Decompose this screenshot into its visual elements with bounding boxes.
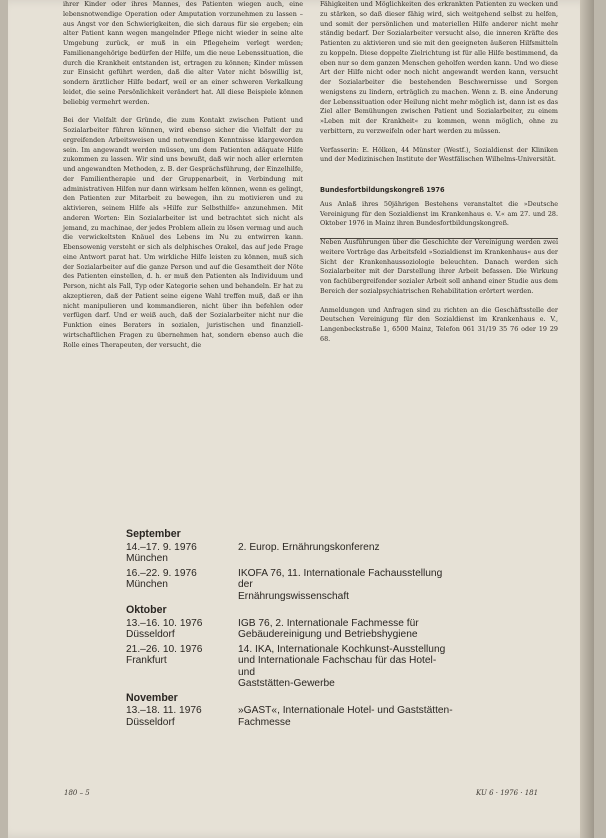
section-title: Bundesfortbildungskongreß 1976 bbox=[320, 186, 445, 194]
event-title: 2. Europ. Ernährungskonferenz bbox=[238, 541, 380, 553]
event-row bbox=[126, 618, 456, 641]
event-date: 13.–16. 10. 1976 bbox=[126, 617, 203, 629]
section-divider bbox=[320, 238, 558, 239]
month-heading: November bbox=[126, 691, 178, 704]
event-title-cont: Fachmesse bbox=[238, 716, 291, 728]
event-title: »GAST«, Internationale Hotel- und Gaststätten- bbox=[238, 705, 453, 716]
event-date: 13.–18. 11. 1976 bbox=[126, 705, 202, 716]
event-row bbox=[126, 644, 456, 690]
event-city: Düsseldorf bbox=[126, 716, 175, 728]
event-city: Frankfurt bbox=[126, 655, 167, 666]
event-title-cont: Gaststätten-Gewerbe bbox=[238, 678, 335, 689]
left-text-column bbox=[63, 0, 303, 359]
event-city: Düsseldorf bbox=[126, 629, 175, 640]
right-paragraph: Fähigkeiten und Möglichkeiten des erkrankten Patienten zu wecken und zu stärken, so daß dieser fähig wird, sich weitgehend selbst zu helfen, und somit der persönlichen und materiellen Hilfe anderer nicht mehr ständig bedarf. Der Sozialarbeiter versucht also, die inneren Kräfte des Patienten zu aktivieren und sie mit den geeigneten äußeren Hilfsmitteln zu koppeln. Diese doppelte Zielrichtung ist für alle Hilfe bestimmend, da eben nur so dem ganzen Menschen geholfen werden kann. Und wo diese Art der Hilfe nicht oder noch nicht angewandt werden kann, versucht der Sozialarbeiter die bestehenden Beschwernisse und Sorgen wenigstens zu lindern, erträglich zu machen. Wenn z. B. eine Änderung der Lebenssituation oder Heilung nicht mehr möglich ist, dann ist es das Ziel aller Bemühungen zwischen Patient und Sozialarbeiter, zu einem »Leben mit der Krankheit« zu kommen, wenn möglich, ohne zu verbittern, zu verzweifeln oder hart werden zu müssen. bbox=[320, 0, 558, 135]
event-title-cont: Ernährungswissenschaft bbox=[238, 590, 349, 602]
event-title-cont: Gebäudereinigung und Betriebshygiene bbox=[238, 629, 418, 640]
event-date: 16.–22. 9. 1976 bbox=[126, 567, 197, 579]
left-paragraph: Bei der Vielfalt der Gründe, die zum Kontakt zwischen Patient und Sozialarbeiter führen können, wird ebenso sicher die Vielfalt der zu ergreifenden Arbeitsweisen und notwendigen Kenntnisse klargeworden sein. Im angewandt werden müssen, um dem Patienten adäquate Hilfe zukommen zu lassen. Wir sind uns bewußt, daß wir noch aller erlernten und angewandten Methoden, z. B. der Gesprächsführung, der Einzelhilfe, der Familientherapie und der Gruppenarbeit, in Verbindung mit administrativen Hilfen nur dann wirksam helfen können, wenn es gelingt, den Patienten zur Mitarbeit zu bewegen, ihn zu motivieren und zu aktivieren, seinem Hilfe als »Hilfe zur Selbsthilfe« anzunehmen. Mit anderen Worten: Ein Sozialarbeiter ist und betrachtet sich nicht als jemand, zu machinae, der jedes Problem allein zu lösen vermag und auch die verwickeltsten Knäuel des Lebens im Nu zu entwirren kann. Ebensowenig versteht er sich als delphisches Orakel, das auf jede Frage eine Antwort parat hat. Um wirkliche Hilfe leisten zu können, muß sich der Sozialarbeiter auf die ganze Person und auf die Gesamtheit der Nöte des Patienten einstellen, d. h. er muß den Patienten als Individuum und Person, nicht als Fall, Typ oder Kategorie sehen und behandeln. Er hat zu akzeptieren, daß der Patient seine eigene Wahl treffen muß, daß er ihn nicht manipulieren und kommandieren, nicht über ihn befehlen oder verfügen darf. Und er weiß auch, daß der Sozialarbeiter nicht nur die Funktion eines Beraters in sozialen, juristischen und finanziell-wirtschaftlichen Fragen zu übernehmen hat, sondern ebenso auch die Rolle eines Therapeuten, der versucht, die bbox=[63, 116, 303, 349]
page-spine-shadow bbox=[580, 0, 594, 838]
event-date: 21.–26. 10. 1976 bbox=[126, 643, 203, 655]
event-row bbox=[126, 705, 456, 728]
event-city: München bbox=[126, 553, 168, 564]
left-paragraph: ihrer Kinder oder ihres Mannes, des Patienten wiegen auch, eine lebensnotwendige Operation oder Amputation vorzunehmen zu lassen – aus Angst vor den Schwierigkeiten, die sich daraus für sie ergeben; ein alter Patient kann wegen mangelnder Pflege nicht wieder in seine alte Umgebung zurück, er muß in ein Pflegeheim verlegt werden; Familienangehörige bedürfen der Hilfe, um die neue Lebenssituation, die durch die Krankheit entstanden ist, ertragen zu können; Kinder müssen zur Einsicht geführt werden, daß die alter Vater nicht böswillig ist, sondern ärztlicher Hilfe bedarf, weil er an einer schweren Verkalkung leidet, die seine Persönlichkeit verändert hat. All diese Beispiele können beliebig vermehrt werden. bbox=[63, 0, 303, 106]
magazine-page bbox=[8, 0, 594, 838]
section-paragraph: Aus Anlaß ihres 50jährigen Bestehens veranstaltet die »Deutsche Vereinigung für den Sozialdienst im Krankenhaus e. V.« am 27. und 28. Oktober 1976 in Mainz ihren Bundesfortbildungskongreß. bbox=[320, 199, 558, 228]
event-row bbox=[126, 542, 456, 565]
section-paragraph: Neben Ausführungen über die Geschichte der Vereinigung werden zwei weitere Vorträge das Arbeitsfeld »Sozialdienst im Krankenhaus« aus der Sicht der Krankenhaussoziologie beleuchten. Danach werden sich Sozialarbeiter mit der Darstellung ihrer Arbeit befassen. Die Wirkung von fachübergreifender sozialer Arbeit soll anhand einer Studie aus dem Bereich der sozialpsychiatrischen Rehabilitation erörtert werden. bbox=[320, 238, 558, 295]
section-paragraph: Anmeldungen und Anfragen sind zu richten an die Geschäftsstelle der Deutschen Vereinigung für den Sozialdienst im Krankenhaus e. V., Langenbeckstraße 1, 6500 Mainz, Telefon 061 31/19 35 76 oder 19 29 68. bbox=[320, 305, 558, 343]
event-title: IKOFA 76, 11. Internationale Fachausstellung der bbox=[238, 567, 443, 590]
event-title: 14. IKA, Internationale Kochkunst-Ausstellung und Internationale Fachschau für das Hotel- und bbox=[238, 643, 446, 678]
event-date: 14.–17. 9. 1976 bbox=[126, 541, 197, 553]
page-number-right: KU 6 · 1976 · 181 bbox=[476, 789, 539, 797]
page-number-left: 180 – 5 bbox=[64, 789, 90, 797]
event-calendar-ad bbox=[126, 527, 456, 767]
event-row bbox=[126, 568, 456, 603]
right-text-column bbox=[320, 0, 558, 354]
event-title: IGB 76, 2. Internationale Fachmesse für bbox=[238, 617, 419, 629]
author-note: Verfasserin: E. Hölken, 44 Münster (Westf.), Sozialdienst der Kliniken und der Medizinischen Institute der Westfälischen Wilhelms-Universität. bbox=[320, 145, 558, 164]
month-heading: Oktober bbox=[126, 604, 167, 616]
month-heading: September bbox=[126, 528, 181, 540]
event-city: München bbox=[126, 579, 168, 590]
